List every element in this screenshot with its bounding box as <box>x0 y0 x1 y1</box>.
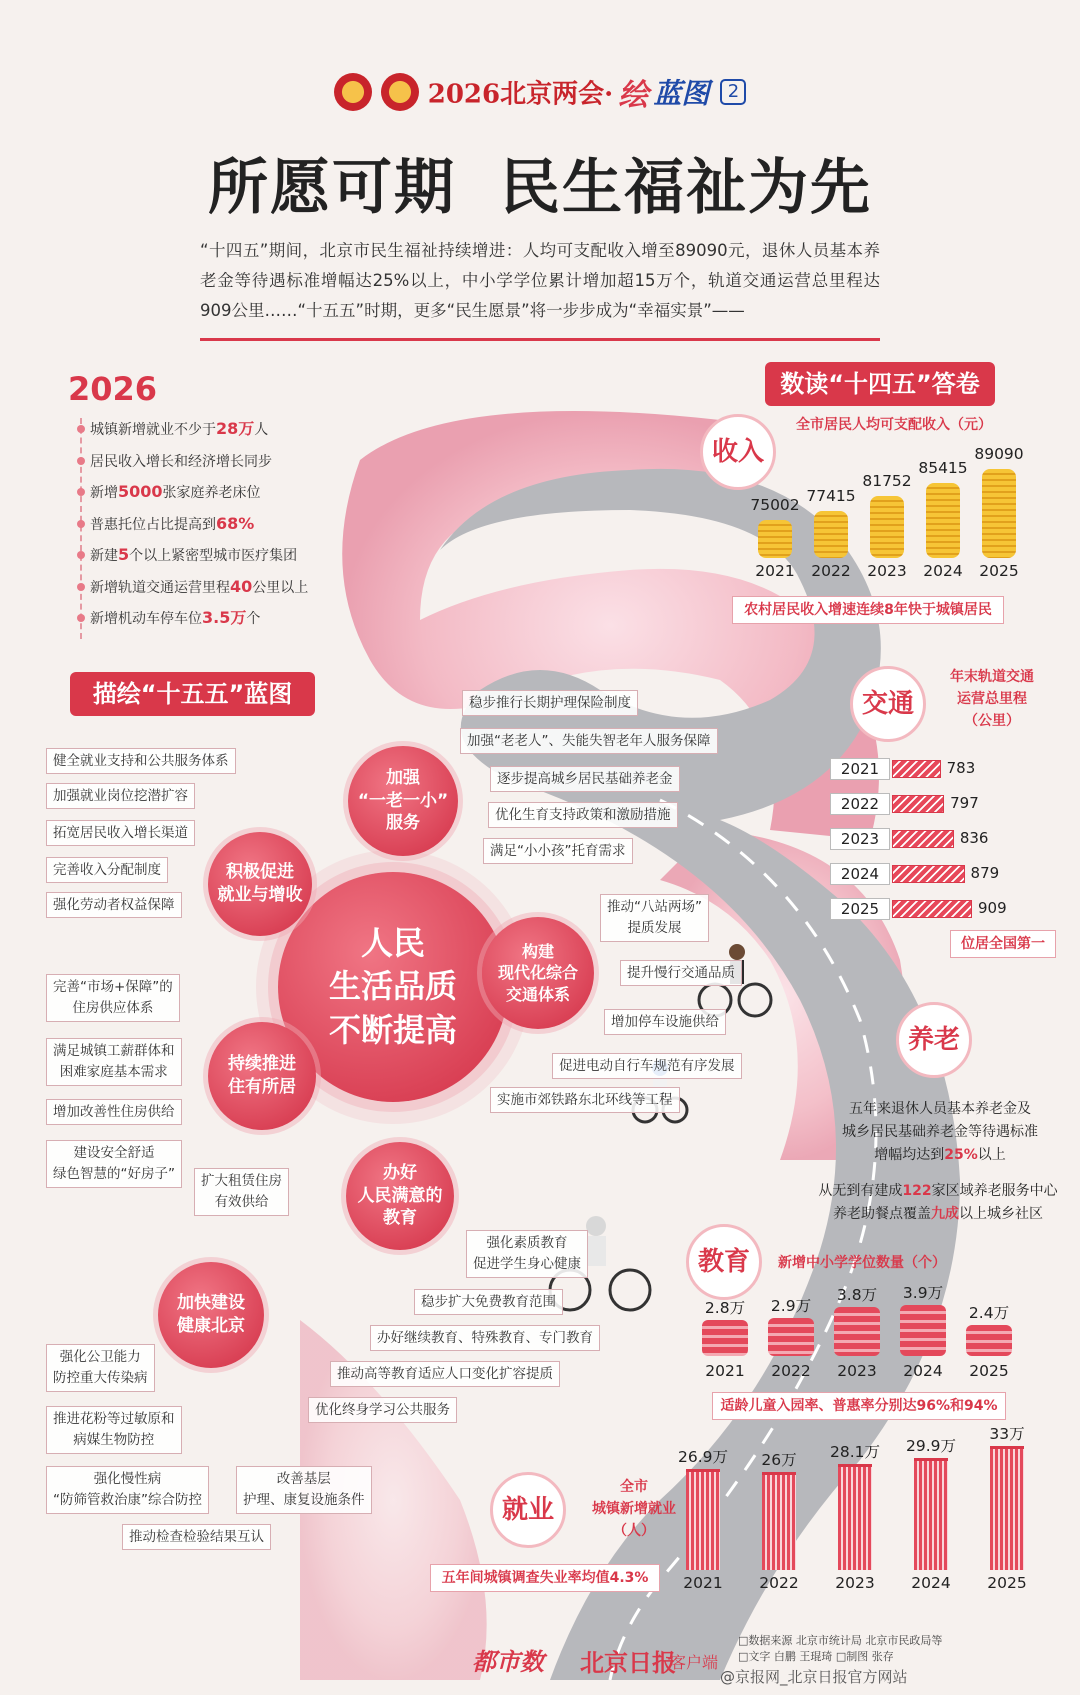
education-footnote: 适龄儿童入园率、普惠率分别达96%和94% <box>712 1392 1006 1420</box>
income-coin-stack <box>758 520 792 558</box>
employment-file-stack <box>686 1469 720 1570</box>
education-value-label: 3.8万 <box>836 1285 878 1304</box>
plan-label: 优化生育支持政策和激励措施 <box>488 802 678 828</box>
housing-circle: 持续推进 住有所居 <box>208 1022 316 1130</box>
income-coin-stack <box>926 483 960 558</box>
income-value-label: 75002 <box>750 495 800 514</box>
income-year-label: 2024 <box>923 562 963 580</box>
transport-value-label: 879 <box>970 864 1000 882</box>
plan-label: 拓宽居民收入增长渠道 <box>46 820 195 846</box>
income-chart <box>740 440 1040 586</box>
title-part2: 民生福祉为先 <box>500 153 872 223</box>
footer-brand-logo: 都市数 <box>472 1648 544 1676</box>
plan-label: 稳步扩大免费教育范围 <box>414 1289 563 1315</box>
employment-year-label: 2024 <box>911 1574 951 1592</box>
plan-label: 满足“小小孩”托育需求 <box>483 838 633 864</box>
transport-chart <box>830 758 1070 934</box>
plan-label: 健全就业支持和公共服务体系 <box>46 748 236 774</box>
plan-label: 建设安全舒适 绿色智慧的“好房子” <box>46 1140 182 1188</box>
plan-label: 强化公卫能力 防控重大传染病 <box>46 1344 155 1392</box>
plan-label: 稳步推行长期护理保险制度 <box>462 690 638 716</box>
transport-value-label: 909 <box>978 899 1007 917</box>
header-event: 2026北京两会· <box>427 79 614 110</box>
transport-bar <box>892 760 941 778</box>
footer-client: 客户端 <box>670 1653 719 1672</box>
transport-year-label: 2023 <box>830 828 890 850</box>
transport-year-label: 2025 <box>830 898 890 920</box>
transport-subtitle: 年末轨道交通 运营总里程 （公里） <box>950 669 1034 729</box>
education-value-label: 2.4万 <box>968 1303 1010 1322</box>
income-year-label: 2022 <box>811 562 851 580</box>
transport-value-label: 836 <box>959 829 989 847</box>
education-category: 教育 <box>686 1224 762 1300</box>
employment-year-label: 2022 <box>759 1574 799 1592</box>
employment-value-label: 29.9万 <box>905 1436 956 1455</box>
transport-value-label: 783 <box>946 759 976 777</box>
income-value-label: 81752 <box>862 471 912 490</box>
plan-banner: 描绘“十五五”蓝图 <box>70 672 315 716</box>
elderly-category: 养老 <box>896 1002 972 1078</box>
plan-label: 促进电动自行车规范有序发展 <box>552 1053 742 1079</box>
transport-bar <box>892 830 954 848</box>
education-value-label: 2.9万 <box>770 1297 812 1316</box>
center-goal-circle: 人民 生活品质 不断提高 <box>278 872 508 1102</box>
intro-text: “十四五”期间，北京市民生福祉持续增进：人均可支配收入增至89090元，退休人员基本养老金等待遇标准增幅达25%以上，中小学学位累计增加超15万个，轨道交通运营总里程达909公里……“十五五”时期，更多“民生愿景”将一步步成为“幸福实景”—— <box>200 241 880 320</box>
plan-label: 完善“市场+保障”的 住房供应体系 <box>46 974 180 1022</box>
education-year-label: 2021 <box>705 1362 745 1380</box>
plan-label: 推动检查检验结果互认 <box>122 1524 271 1550</box>
income-coin-stack <box>982 469 1016 558</box>
employment-value-label: 28.1万 <box>829 1443 880 1462</box>
employment-value-label: 26万 <box>761 1451 797 1470</box>
transport-circle: 构建 现代化综合 交通体系 <box>482 917 594 1029</box>
education-chart <box>696 1280 1040 1386</box>
plan-label: 满足城镇工薪群体和 困难家庭基本需求 <box>46 1038 182 1086</box>
old-young-circle: 加强 “一老一小” 服务 <box>348 746 458 856</box>
plan-label: 强化劳动者权益保障 <box>46 892 182 918</box>
employment-value-label: 33万 <box>989 1425 1025 1443</box>
goal-item: 新增5000张家庭养老床位 <box>90 481 350 513</box>
income-footnote: 农村居民收入增速连续8年快于城镇居民 <box>732 596 1004 624</box>
goals-2026-year: 2026 <box>68 370 158 408</box>
cppcc-emblem-icon <box>381 73 419 111</box>
employment-chart <box>668 1425 1048 1596</box>
employment-file-stack <box>838 1464 872 1570</box>
employment-category: 就业 <box>490 1472 566 1548</box>
employment-file-stack <box>914 1458 948 1570</box>
education-book-stack <box>702 1320 748 1356</box>
employment-file-stack <box>762 1472 796 1570</box>
education-value-label: 3.9万 <box>902 1284 944 1303</box>
education-book-stack <box>768 1318 814 1356</box>
transport-year-label: 2024 <box>830 863 890 885</box>
education-year-label: 2022 <box>771 1362 811 1380</box>
plan-label: 实施市郊铁路东北环线等工程 <box>490 1087 680 1113</box>
employment-file-stack <box>990 1446 1024 1570</box>
plan-label: 强化素质教育 促进学生身心健康 <box>466 1230 588 1278</box>
income-year-label: 2021 <box>755 562 795 580</box>
income-value-label: 77415 <box>806 487 856 506</box>
goal-item: 新增轨道交通运营里程40公里以上 <box>90 576 350 608</box>
goals-2026-list <box>80 418 350 639</box>
education-year-label: 2024 <box>903 1362 943 1380</box>
goal-item: 新增机动车停车位3.5万个 <box>90 607 350 639</box>
transport-bar <box>892 900 972 918</box>
plan-label: 优化终身学习公共服务 <box>308 1397 457 1423</box>
employment-footnote: 五年间城镇调查失业率均值4.3% <box>430 1564 660 1592</box>
national-emblem-icon <box>334 73 372 111</box>
health-circle: 加快建设 健康北京 <box>158 1262 264 1368</box>
education-book-stack <box>900 1305 946 1356</box>
income-year-label: 2023 <box>867 562 907 580</box>
plan-label: 推动“八站两场” 提质发展 <box>600 894 709 942</box>
education-book-stack <box>966 1325 1012 1356</box>
plan-label: 加强就业岗位挖潜扩容 <box>46 783 195 809</box>
elderly-pension-text: 五年来退休人员基本养老金及 城乡居民基础养老金等待遇标准 增幅均达到25%以上 <box>842 1101 1038 1163</box>
transport-footnote: 位居全国第一 <box>950 930 1056 958</box>
education-book-stack <box>834 1307 880 1356</box>
header-issue: 2 <box>720 79 746 105</box>
plan-label: 推进花粉等过敏原和 病媒生物防控 <box>46 1406 182 1454</box>
income-subtitle: 全市居民人均可支配收入（元） <box>796 417 992 433</box>
income-category: 收入 <box>700 414 776 490</box>
intro-divider <box>200 338 880 341</box>
employment-year-label: 2023 <box>835 1574 875 1592</box>
education-value-label: 2.8万 <box>704 1298 746 1317</box>
employment-year-label: 2025 <box>987 1574 1027 1592</box>
plan-label: 办好继续教育、特殊教育、专门教育 <box>370 1325 600 1351</box>
income-coin-stack <box>870 496 904 558</box>
employment-subtitle: 全市 城镇新增就业 （人） <box>592 1479 676 1539</box>
education-subtitle: 新增中小学学位数量（个） <box>778 1255 946 1271</box>
elderly-service-text: 从无到有建成122家区域养老服务中心 养老助餐点覆盖九成以上城乡社区 <box>818 1183 1058 1222</box>
plan-label: 扩大租赁住房 有效供给 <box>194 1168 289 1216</box>
plan-label: 增加改善性住房供给 <box>46 1099 182 1125</box>
plan-label: 逐步提高城乡居民基础养老金 <box>490 766 680 792</box>
transport-bar <box>892 795 944 813</box>
header-line <box>0 70 1080 114</box>
transport-value-label: 797 <box>950 794 979 812</box>
transport-year-label: 2022 <box>830 793 890 815</box>
education-year-label: 2023 <box>837 1362 877 1380</box>
employment-circle: 积极促进 就业与增收 <box>208 832 312 936</box>
plan-label: 增加停车设施供给 <box>604 1009 726 1035</box>
footer-newspaper-logo: 北京日报 <box>580 1648 676 1677</box>
footer-watermark: @京报网_北京日报官方网站 <box>720 1668 908 1686</box>
income-value-label: 89090 <box>974 445 1024 464</box>
goal-item: 城镇新增就业不少于28万人 <box>90 418 350 450</box>
income-coin-stack <box>814 511 848 558</box>
goal-item: 新建5个以上紧密型城市医疗集团 <box>90 544 350 576</box>
employment-year-label: 2021 <box>683 1574 723 1592</box>
transport-bar <box>892 865 965 883</box>
education-circle: 办好 人民满意的 教育 <box>346 1142 454 1250</box>
transport-category: 交通 <box>850 666 926 742</box>
footer-source: □数据来源 北京市统计局 北京市民政局等 □文字 白鹏 王琨琦 □制图 张存 <box>738 1634 943 1663</box>
header-brand-blue: 蓝图 <box>653 77 710 110</box>
header-brand-red: 绘 <box>618 78 649 113</box>
page-title <box>0 140 1080 226</box>
plan-label: 加强“老老人”、失能失智老年人服务保障 <box>460 728 718 754</box>
title-part1: 所愿可期 <box>208 153 456 223</box>
education-year-label: 2025 <box>969 1362 1009 1380</box>
plan-label: 提升慢行交通品质 <box>620 960 742 986</box>
review-banner: 数读“十四五”答卷 <box>765 362 995 406</box>
plan-label: 改善基层 护理、康复设施条件 <box>236 1466 372 1514</box>
transport-year-label: 2021 <box>830 758 890 780</box>
income-value-label: 85415 <box>918 458 968 477</box>
employment-value-label: 26.9万 <box>677 1447 728 1466</box>
plan-label: 强化慢性病 “防筛管救治康”综合防控 <box>46 1466 209 1514</box>
income-year-label: 2025 <box>979 562 1019 580</box>
plan-label: 完善收入分配制度 <box>46 857 168 883</box>
plan-label: 推动高等教育适应人口变化扩容提质 <box>330 1361 560 1387</box>
goal-item: 居民收入增长和经济增长同步 <box>90 450 350 482</box>
goal-item: 普惠托位占比提高到68% <box>90 513 350 545</box>
